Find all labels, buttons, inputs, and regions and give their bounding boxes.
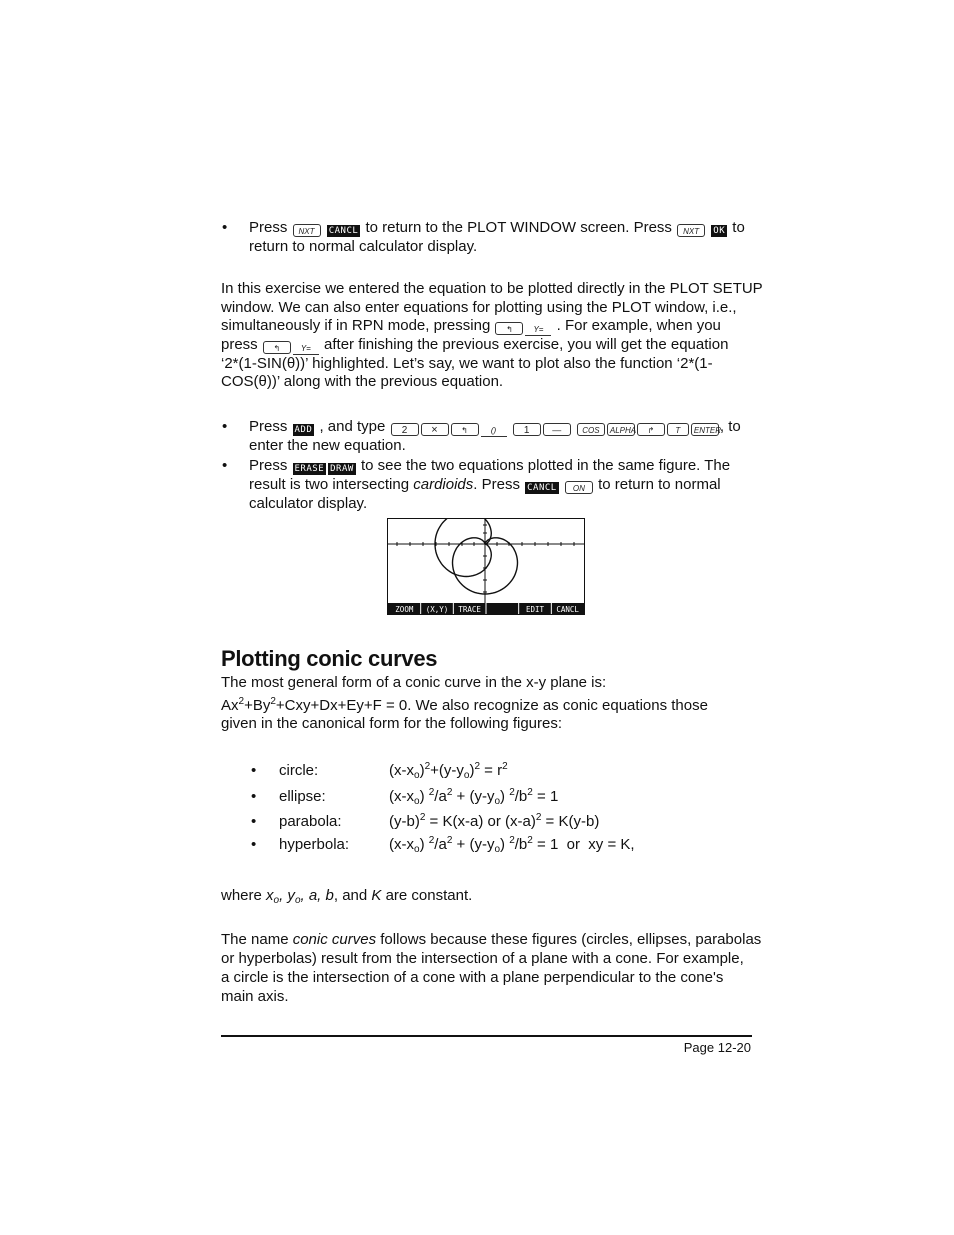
section-heading: Plotting conic curves: [221, 646, 438, 671]
cardioid-plot: [388, 519, 584, 614]
add-softkey-icon: ADD: [294, 425, 313, 435]
bullet-2-line-1: [249, 417, 741, 437]
para1-line-3: [221, 316, 721, 336]
enter-key-icon: ENTER: [691, 423, 719, 436]
text: , and type: [319, 418, 386, 435]
conic-eq-circle: $(x-x_o)^2+(y-y_o)^2 = r^2$: [389, 761, 508, 781]
conic-name-circle: circle:: [279, 762, 319, 779]
bullet-2-line-2: enter the new equation.: [249, 437, 406, 454]
y-equals-key-icon: Y=: [293, 342, 319, 355]
bullet-1-line-2: return to normal calculator display.: [249, 238, 478, 255]
para2-line-4: main axis.: [221, 988, 289, 1005]
conic-bullet: •: [251, 813, 257, 830]
softkey-label: TRACE: [458, 605, 481, 614]
text: The name: [221, 931, 293, 948]
cancl-softkey-icon: CANCL: [328, 226, 359, 236]
text: Press: [249, 219, 288, 236]
emphasis: cardioids: [413, 476, 474, 493]
on-key-icon: ON: [565, 481, 593, 494]
bullet-3-line-2: [249, 475, 721, 494]
text: Press: [249, 418, 288, 435]
text: to return to the PLOT WINDOW screen. Press: [365, 219, 672, 236]
text: , and: [333, 887, 372, 904]
conic-bullet: •: [251, 762, 257, 779]
footer-rule: [221, 1035, 752, 1037]
text: are constant.: [381, 887, 473, 904]
text: simultaneously if in RPN mode, pressing: [221, 317, 491, 334]
cos-key-icon: COS: [577, 423, 605, 436]
text: where: [221, 887, 267, 904]
conic-bullet: •: [251, 836, 257, 853]
softkey-label: EDIT: [525, 605, 545, 614]
equation-line-2: given in the canonical form for the following figures:: [221, 715, 563, 732]
bullet-dot: •: [222, 418, 228, 435]
para2-line-2: or hyperbolas) result from the intersection of a plane with a cone. For example,: [221, 950, 744, 967]
para2-line-1: [221, 930, 761, 949]
para1-line-4: [221, 335, 728, 355]
para1-line-2: window. We can also enter equations for plotting using the PLOT window, i.e.,: [221, 299, 737, 316]
t-key-icon: T: [667, 423, 689, 436]
para1-line-5: ‘2*(1-SIN(θ))’ highlighted. Let’s say, we want to plot also the function ‘2*(1-: [221, 355, 713, 372]
nxt-key-icon: NXT: [293, 224, 321, 237]
conic-bullet: •: [251, 788, 257, 805]
conic-eq-ellipse: $(x-x_o) ^2/a^2 + (y-y_o) ^2/b^2 = 1$: [389, 787, 559, 807]
text: result is two intersecting: [249, 476, 414, 493]
text: to see the two equations plotted in the same figure. The: [360, 457, 731, 474]
conic-name-ellipse: ellipse:: [279, 788, 326, 805]
constants-note: where $x_o$, $y_o$, a, b, and K are constant.: [221, 887, 473, 906]
ok-softkey-icon: OK: [713, 226, 726, 236]
one-key-icon: 1: [513, 423, 541, 436]
emphasis: conic curves: [292, 931, 377, 948]
parentheses-key-icon: (): [481, 424, 507, 437]
text: Press: [249, 457, 288, 474]
left-shift-key-icon: ↰: [495, 322, 523, 335]
bullet-dot: •: [222, 457, 228, 474]
alpha-key-icon: ALPHA: [607, 423, 635, 436]
draw-softkey-icon: DRAW: [330, 464, 354, 474]
cardioid-cos-curve: [435, 519, 491, 577]
bullet-3-line-3: calculator display.: [249, 495, 368, 512]
right-shift-key-icon: ↱: [637, 423, 665, 436]
y-equals-key-icon: Y=: [525, 323, 551, 336]
para2-line-3: a circle is the intersection of a cone with a plane perpendicular to the cone's: [221, 969, 724, 986]
text: , to: [719, 418, 741, 435]
nxt-key-icon: NXT: [677, 224, 705, 237]
conic-name-parabola: parabola:: [279, 813, 342, 830]
text: +Cxy+Dx+Ey+F = 0. We also recognize as conic equations those: [275, 697, 708, 714]
conic-name-hyperbola: hyperbola:: [279, 836, 350, 853]
softkey-label: (X,Y): [425, 605, 449, 614]
text: after finishing the previous exercise, you will get the equation: [324, 336, 729, 353]
para1-line-6: COS(θ))’ along with the previous equation.: [221, 373, 504, 390]
text: press: [221, 336, 258, 353]
conic-eq-parabola: $(y-b)^2 = K(x-a)$ or $(x-a)^2 = K(y-b)$: [389, 812, 600, 830]
calculator-plot-screen: [387, 518, 585, 615]
section-intro: The most general form of a conic curve in the x-y plane is:: [221, 674, 607, 691]
softkey-label: CANCL: [556, 605, 579, 614]
text: . Press: [473, 476, 520, 493]
left-shift-key-icon: ↰: [263, 341, 291, 354]
bullet-dot: •: [222, 219, 228, 236]
text: . For example, when you: [556, 317, 721, 334]
conic-eq-hyperbola: $(x-x_o) ^2/a^2 + (y-y_o) ^2/b^2 = 1$ or xy = K,: [389, 835, 635, 855]
text: follows because these figures (circles, ellipses, parabolas: [376, 931, 762, 948]
bullet-3-line-1: [249, 456, 730, 475]
text: to: [732, 219, 745, 236]
bullet-1-line-1: [249, 218, 745, 237]
times-key-icon: ×: [421, 423, 449, 436]
text: to return to normal: [598, 476, 721, 493]
left-shift-key-icon: ↰: [451, 423, 479, 436]
softkey-label: ZOOM: [395, 605, 414, 614]
cancl-softkey-icon: CANCL: [527, 483, 557, 493]
general-conic-equation: $Ax^2+By^2+Cxy+Dx+Ey+F = 0$. We also recognize as conic equations those: [221, 696, 708, 714]
para1-line-1: In this exercise we entered the equation to be plotted directly in the PLOT SETUP: [221, 280, 763, 297]
erase-softkey-icon: ERASE: [294, 464, 325, 474]
minus-key-icon: —: [543, 423, 571, 436]
two-key-icon: 2: [391, 423, 419, 436]
page-number: Page 12-20: [683, 1040, 751, 1055]
